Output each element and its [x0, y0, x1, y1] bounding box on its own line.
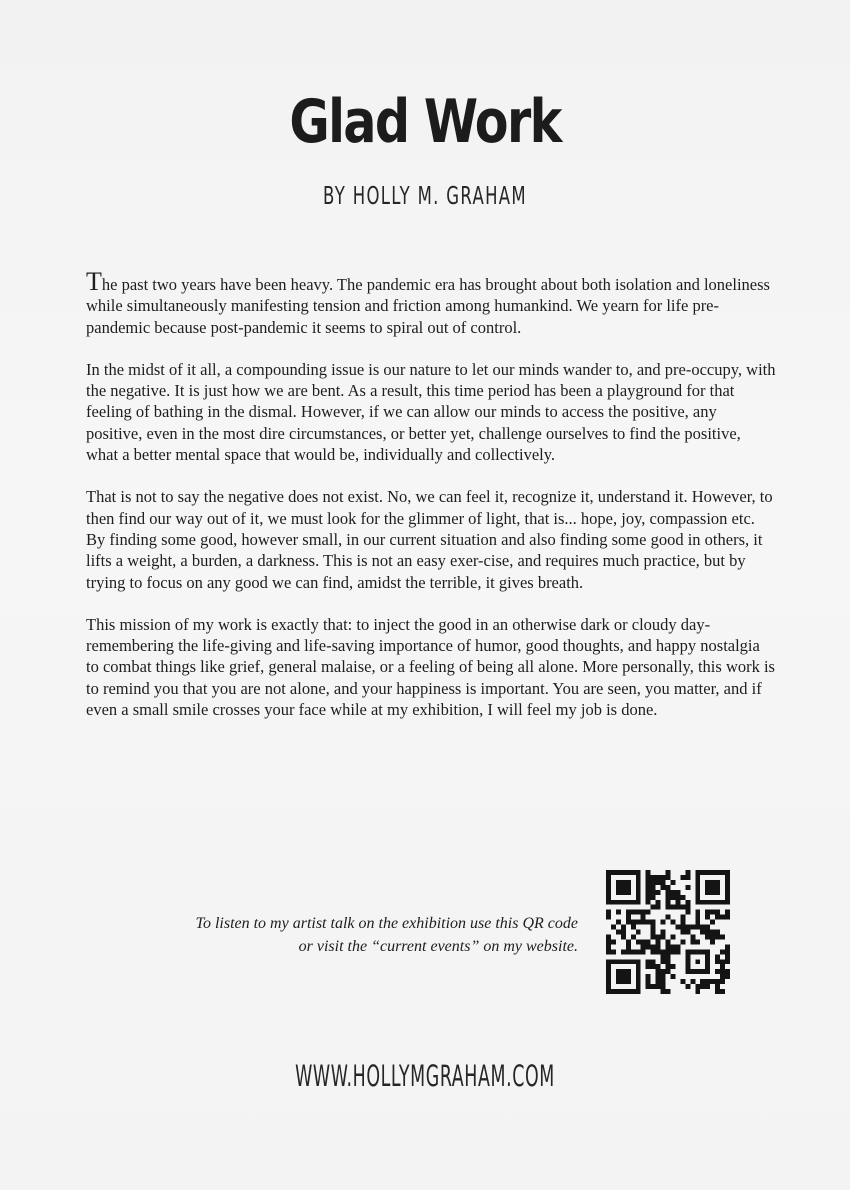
qr-instructions-line-1: To listen to my artist talk on the exhibition use this QR code — [195, 915, 578, 932]
drop-cap: T — [86, 267, 102, 296]
website-link[interactable]: WWW.HOLLYMGRAHAM.COM — [295, 1059, 555, 1093]
statement-paragraph-2: In the midst of it all, a compounding issue is our nature to let our minds wander to, and pre-occupy, with the negative. It is just how we are bent. As a result, this time period has been a playground for that feeling of bathing in the dismal. However, if we can allow our minds to access the positive, any positive, even in the most dire circumstances, or better yet, challenge ourselves to find the positive, what a better mental space that would be, individually and collectively. — [86, 359, 776, 465]
statement-paragraph-1 — [86, 267, 776, 338]
artist-statement — [86, 267, 776, 720]
paragraph-1-text: he past two years have been heavy. The pandemic era has brought about both isolation and loneliness while simultaneously manifesting tension and friction among humankind. We yearn for life pre-pandemic because post-pandemic it seems to spiral out of control. — [86, 275, 770, 337]
qr-instructions-line-2: or visit the “current events” on my website. — [298, 938, 578, 955]
qr-code-icon[interactable] — [606, 870, 730, 994]
statement-paragraph-3: That is not to say the negative does not exist. No, we can feel it, recognize it, understand it. However, to then find our way out of it, we must look for the glimmer of light, that is... hope, joy, compassion etc. By finding some good, however small, in our current situation and also finding some good in others, it lifts a weight, a burden, a darkness. This is not an easy exer-cise, and requires much practice, but by trying to focus on any good we can find, amidst the terrible, it gives breath. — [86, 487, 773, 592]
qr-instructions — [196, 912, 578, 958]
page-title: Glad Work — [289, 87, 561, 157]
statement-paragraph-4: This mission of my work is exactly that: to inject the good in an otherwise dark or cloudy day-remembering the life-giving and life-saving importance of humor, good thoughts, and happy nostalgia to combat things like grief, general malaise, or a feeling of being all alone. More personally, this work is to remind you that you are not alone, and your happiness is important. You are seen, you matter, and if even a small smile crosses your face while at my exhibition, I will feel my job is done. — [86, 614, 775, 720]
artist-byline: BY HOLLY M. GRAHAM — [323, 181, 527, 210]
